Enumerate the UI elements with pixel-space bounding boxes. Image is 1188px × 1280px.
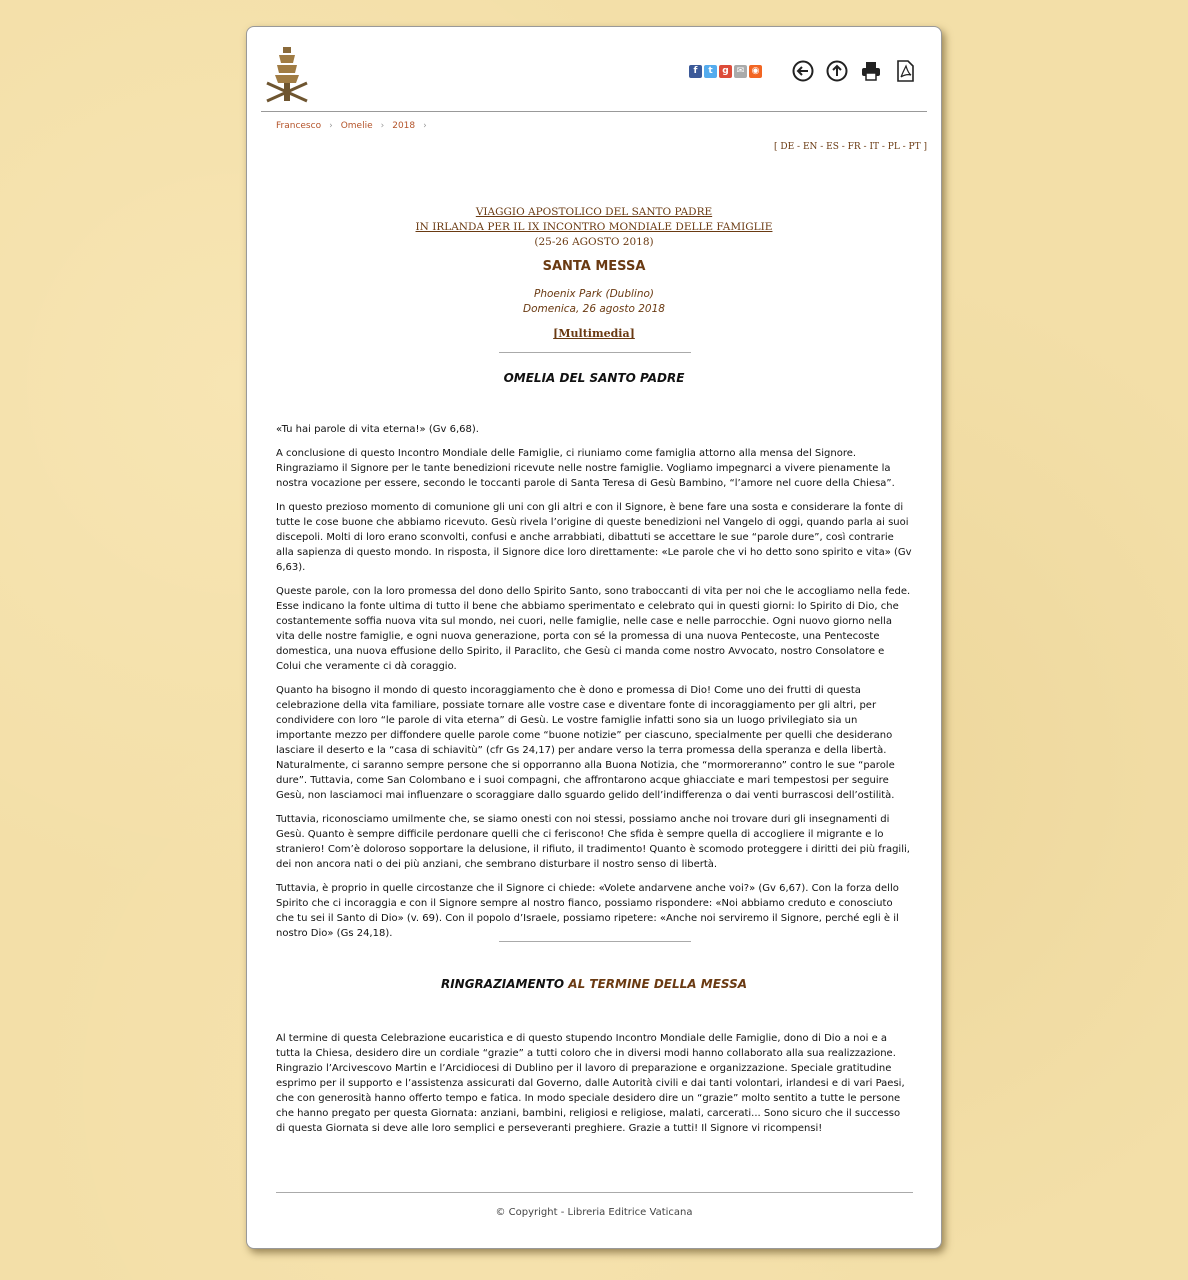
back-arrow-icon[interactable] (791, 59, 815, 83)
copyright: © Copyright - Libreria Editrice Vaticana (495, 1207, 693, 1218)
paragraph: Naturalmente, ci saranno sempre persone che si opporranno alla Buona Notizia, che “mormoreranno” contro le sue “parole dure”. Tuttavia, come San Colombano e i suoi compagni, che affrontarono acque ghiacciate e mari tempestosi per seguire Gesù, non lasciamoci mai influenzare o scoraggiare dallo sguardo gelido dell’indifferenza o dai venti burrascosi dell’ostilità. (276, 760, 895, 801)
twitter-icon[interactable]: t (704, 65, 717, 78)
location: Phoenix Park (Dublino) (533, 288, 654, 300)
paragraph: Quanto ha bisogno il mondo di questo incoraggiamento che è dono e promessa di Dio! Come uno dei frutti di questa celebrazione della vita familiare, possiate tornare alle vostre case e diventare fonte di incoraggiamento per gli altri, per condividere con loro “le parole di vita eterna” di Gesù. Le vostre famiglie infatti sono sia un luogo privilegiato sia un importante mezzo per diffondere quelle parole come “buone notizie” per ciascuno, specialmente per quelli che desiderano lasciare il deserto e la “casa di schiavitù” (cfr Gs 24,17) per andare verso la terra promessa della speranza e della libertà. (276, 685, 893, 756)
thanks-title-b: AL TERMINE DELLA MESSA (564, 977, 748, 991)
pdf-icon[interactable] (893, 59, 917, 83)
divider (499, 941, 691, 942)
trip-heading-dates: (25-26 AGOSTO 2018) (534, 236, 654, 248)
homily-text (276, 422, 912, 950)
google-plus-icon[interactable]: g (719, 65, 732, 78)
footer-divider (276, 1192, 913, 1193)
facebook-icon[interactable]: f (689, 65, 702, 78)
breadcrumb-item-francesco[interactable]: Francesco (276, 121, 322, 131)
rss-icon[interactable]: ◉ (749, 65, 762, 78)
breadcrumb-item-omelie[interactable]: Omelie (340, 121, 373, 131)
paragraph: A conclusione di questo Incontro Mondiale delle Famiglie, ci riuniamo come famiglia attorno alla mensa del Signore. Ringraziamo il Signore per le tante benedizioni ricevute nelle nostre famiglie. Vogliamo impegnarci a vivere pienamente la nostra vocazione per essere, secondo le toccanti parole di Santa Teresa di Gesù Bambino, “l’amore nel cuore della Chiesa”. (276, 448, 895, 489)
page-container (246, 26, 942, 1249)
divider (499, 352, 691, 353)
paragraph: Queste parole, con la loro promessa del dono dello Spirito Santo, sono traboccanti di vita per noi che le accogliamo nella fede. Esse indicano la fonte ultima di tutto il bene che abbiamo sperimentato e celebrato qui in questi giorni: lo Spirito di Dio, che costantemente soffia nuova vita sul mondo, nei cuori, nelle famiglie, nelle case e nelle parrocchie. Ogni nuovo giorno nella vita delle nostre famiglie, e ogni nuova generazione, porta con sé la promessa di una nuova Pentecoste, una Pentecoste domestica, una nuova effusione dello Spirito, il Paraclito, che Gesù ci manda come nostro Avvocato, nostro Consolatore e Colui che veramente ci dà coraggio. (276, 586, 911, 672)
homily-title: OMELIA DEL SANTO PADRE (503, 371, 685, 385)
paragraph: In questo prezioso momento di comunione gli uni con gli altri e con il Signore, è bene fare una sosta e considerare la fonte di tutte le cose buone che abbiamo ricevuto. Gesù rivela l’origine di queste benedizioni nel Vangelo di oggi, quando parla ai suoi discepoli. Molti di loro erano sconvolti, confusi e anche arrabbiati, dibattuti se accettare le sue “parole dure”, così contrarie alla sapienza di questo mondo. In risposta, il Signore dice loro direttamente: «Le parole che vi ho detto sono spirito e vita» (Gv 6,63). (276, 502, 912, 573)
paragraph: Tuttavia, riconosciamo umilmente che, se siamo onesti con noi stessi, possiamo anche noi trovare duri gli insegnamenti di Gesù. Quanto è sempre difficile perdonare quelli che ci feriscono! Che sfida è sempre quella di accogliere il migrante e lo straniero! Com’è doloroso sopportare la delusione, il rifiuto, il tradimento! Quanto è scomodo proteggere i diritti dei più fragili, dei non ancora nati o dei più anziani, che sembrano disturbare il nostro senso di libertà. (276, 814, 910, 870)
toolbar (791, 59, 917, 83)
trip-heading (247, 205, 941, 250)
multimedia-link (247, 327, 941, 340)
thanks-text (276, 1031, 912, 1145)
multimedia-link-text[interactable]: [Multimedia] (553, 327, 635, 340)
location-date (247, 287, 941, 317)
page-title: SANTA MESSA (542, 259, 646, 274)
breadcrumb (276, 121, 435, 131)
paragraph: Al termine di questa Celebrazione eucaristica e di questo stupendo Incontro Mondiale delle Famiglie, dono di Dio a noi e a tutta la Chiesa, desidero dire un cordiale “grazie” a tutti coloro che in diversi modi hanno collaborato alla sua realizzazione. Ringrazio l’Arcivescovo Martin e l’Arcidiocesi di Dublino per il lavoro di preparazione e organizzazione. Speciale gratitudine esprimo per il supporto e l’assistenza assicurati dal Governo, dalle Autorità civili e dai tanti volontari, irlandesi e di vari Paesi, che con generosità hanno offerto tempo e fatica. In modo speciale desidero dire un “grazie” molto sentito a tutte le persone che hanno pregato per questa Giornata: anziani, bambini, religiosi e religiose, malati, carcerati... Sono sicuro che il successo di questa Giornata si deve alle loro semplici e perseveranti preghiere. Grazie a tutti! Il Signore vi ricompensi! (276, 1033, 905, 1134)
chevron-right-icon: › (380, 121, 385, 131)
thanks-title-a: RINGRAZIAMENTO (440, 977, 565, 991)
papal-coat-of-arms-icon[interactable] (263, 43, 311, 103)
chevron-right-icon: › (423, 121, 427, 131)
up-arrow-icon[interactable] (825, 59, 849, 83)
paragraph: «Tu hai parole di vita eterna!» (Gv 6,68). (276, 424, 479, 435)
language-selector[interactable]: [ DE - EN - ES - FR - IT - PL - PT ] (774, 142, 927, 152)
trip-heading-line2[interactable]: IN IRLANDA PER IL IX INCONTRO MONDIALE DELLE FAMIGLIE (415, 221, 773, 233)
breadcrumb-item-2018[interactable]: 2018 (392, 121, 416, 131)
email-icon[interactable]: ✉ (734, 65, 747, 78)
trip-heading-line1[interactable]: VIAGGIO APOSTOLICO DEL SANTO PADRE (475, 206, 713, 218)
paragraph: Tuttavia, è proprio in quelle circostanze che il Signore ci chiede: «Volete andarvene anche voi?» (Gv 6,67). Con la forza dello Spirito che ci incoraggia e con il Signore sempre al nostro fianco, possiamo rispondere: «Noi abbiamo creduto e conosciuto che tu sei il Santo di Dio» (v. 69). Con il popolo d’Israele, possiamo ripetere: «Anche noi serviremo il Signore, perché egli è il nostro Dio» (Gs 24,18). (276, 883, 899, 939)
chevron-right-icon: › (329, 121, 333, 131)
print-icon[interactable] (859, 59, 883, 83)
social-share-bar (689, 65, 762, 78)
thanks-title (247, 977, 941, 991)
date: Domenica, 26 agosto 2018 (523, 303, 665, 315)
header (261, 41, 927, 112)
